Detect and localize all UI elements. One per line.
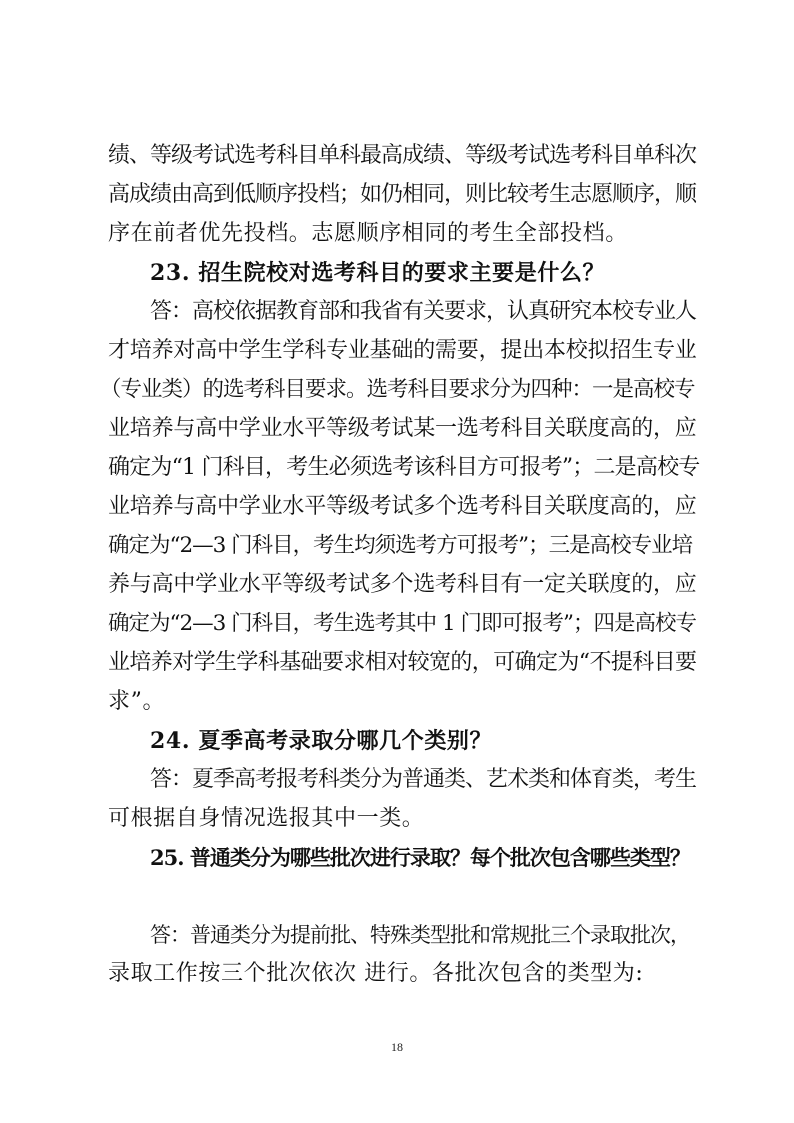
answer-text-line: 才培养对高中学生学科专业基础的需要，提出本校拟招生专业 bbox=[108, 338, 697, 363]
answer-text-line: 确定为“2—3 门科目，考生选考其中 1 门即可报考”；四是高校专 bbox=[108, 611, 697, 636]
answer-text-line: 录取工作按三个批次依次 进行。各批次包含的类型为: bbox=[108, 961, 644, 986]
answer-text-line: 业培养对学生学科基础要求相对较宽的，可确定为“不提科目要 bbox=[108, 650, 697, 675]
answer-text-line: 确定为“2—3 门科目，考生均须选考方可报考”；三是高校专业培 bbox=[108, 533, 693, 558]
answer-text-line: 答：夏季高考报考科类分为普通类、艺术类和体育类，考生 bbox=[150, 767, 697, 792]
question-heading-24: 24. 夏季高考录取分哪几个类别？ bbox=[150, 728, 493, 754]
question-heading-23: 23. 招生院校对选考科目的要求主要是什么？ bbox=[150, 260, 606, 286]
answer-text-line: 求”。 bbox=[108, 689, 166, 714]
body-text-line: 高成绩由高到低顺序投档；如仍相同，则比较考生志愿顺序，顺 bbox=[108, 182, 697, 207]
answer-text-line: 确定为“1 门科目，考生必须选考该科目方可报考”；二是高校专 bbox=[108, 455, 700, 480]
answer-text-line: 答：普通类分为提前批、特殊类型批和常规批三个录取批次， bbox=[150, 923, 690, 947]
question-heading-25: 25. 普通类分为哪些批次进行录取？每个批次包含哪些类型？ bbox=[150, 845, 690, 870]
body-text-line: 序在前者优先投档。志愿顺序相同的考生全部投档。 bbox=[108, 221, 628, 246]
answer-text-line: 业培养与高中学业水平等级考试某一选考科目关联度高的，应 bbox=[108, 416, 697, 441]
answer-text-line: 答：高校依据教育部和我省有关要求，认真研究本校专业人 bbox=[150, 299, 697, 324]
answer-text-line: 养与高中学业水平等级考试多个选考科目有一定关联度的，应 bbox=[108, 572, 697, 597]
answer-text-line: 可根据自身情况选报其中一类。 bbox=[108, 806, 425, 831]
page-number: 18 bbox=[391, 1040, 403, 1054]
answer-text-line: 业培养与高中学业水平等级考试多个选考科目关联度高的，应 bbox=[108, 494, 697, 519]
answer-text-line: （专业类）的选考科目要求。选考科目要求分为四种：一是高校专 bbox=[100, 377, 695, 402]
body-text-line: 绩、等级考试选考科目单科最高成绩、等级考试选考科目单科次 bbox=[108, 143, 697, 168]
